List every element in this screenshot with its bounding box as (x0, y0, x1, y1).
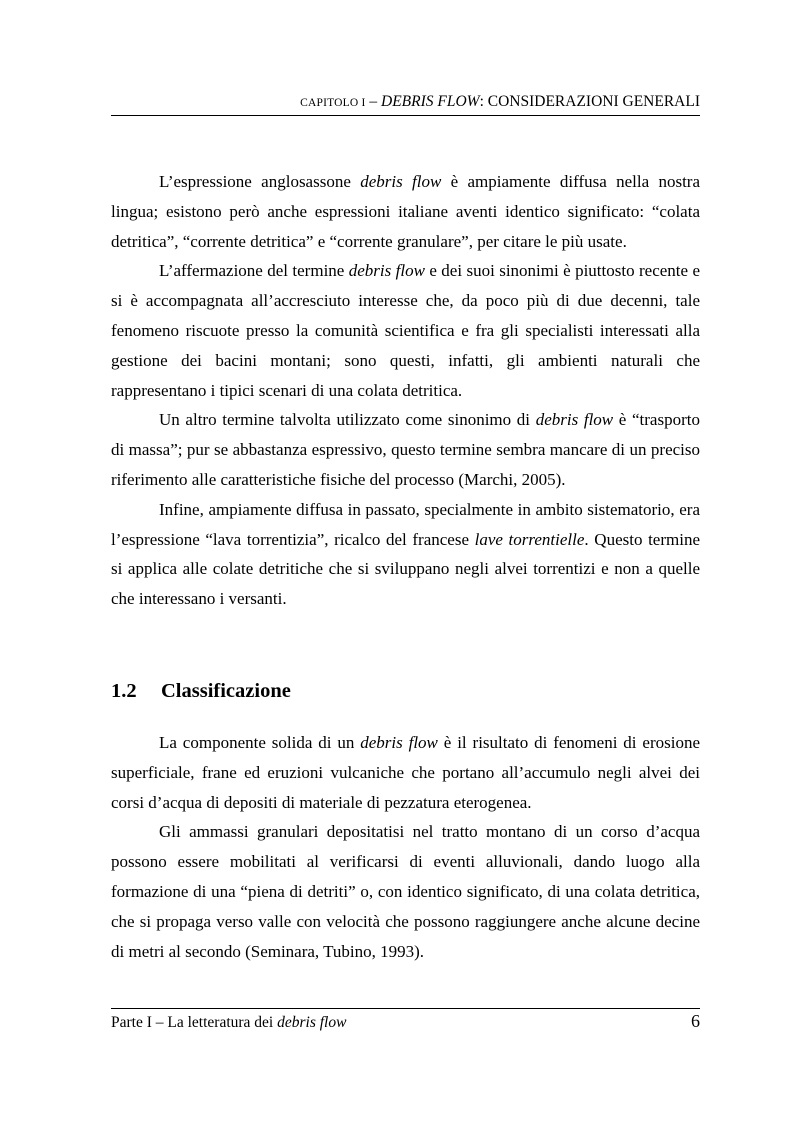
paragraph: Gli ammassi granulari depositatisi nel tratto montano di un corso d’acqua possono essere mobilitati al verificarsi di eventi alluvionali, dando luogo alla formazione di una “piena di detriti” o, con identico significato, di una colata detritica, che si propaga verso valle con velocità che possono raggiungere anche alcune decine di metri al secondo (Seminara, Tubino, 1993). (111, 822, 700, 961)
section-number: 1.2 (111, 680, 137, 702)
chapter-title-rest: : CONSIDERAZIONI GENERALI (479, 93, 700, 110)
paragraph: L’espressione anglosassone debris flow è ampiamente diffusa nella nostra lingua; esistono però anche espressioni italiane aventi identico significato: “colata detritica”, “corrente detritica” e “corrente granulare”, per citare le più usate. (111, 172, 700, 251)
running-header (111, 92, 700, 113)
paragraph: L’affermazione del termine debris flow e dei suoi sinonimi è piuttosto recente e si è accompagnata all’accresciuto interesse che, da poco più di due decenni, tale fenomeno riscuote presso la comunità scientifica e fra gli specialisti interessati alla gestione dei bacini montani; sono questi, infatti, gli ambienti naturali che rappresentano i tipici scenari di una colata detritica. (111, 261, 701, 400)
paragraph: Infine, ampiamente diffusa in passato, specialmente in ambito sistematorio, era l’espressione “lava torrentizia”, ricalco del francese lave torrentielle. Questo termine si applica alle colate detritiche che si sviluppano negli alvei torrentizi e non a quelle che interessano i versanti. (111, 499, 700, 609)
chapter-label: CAPITOLO I (300, 97, 366, 109)
page-number: 6 (691, 1011, 700, 1031)
section-title: Classificazione (161, 680, 291, 702)
header-rule (111, 115, 700, 116)
paragraph: Un altro termine talvolta utilizzato come sinonimo di debris flow è “trasporto di massa”; pur se abbastanza espressivo, questo termine sembra mancare di un preciso riferimento alle caratteristiche fisiche del processo (Marchi, 2005). (111, 410, 700, 489)
header-dash: – (365, 93, 381, 110)
intro-text-block (111, 167, 700, 614)
classification-text-block (111, 728, 700, 966)
paragraph: La componente solida di un debris flow è il risultato di fenomeni di erosione superficiale, frane ed eruzioni vulcaniche che portano all’accumulo negli alvei dei corsi d’acqua di depositi di materiale di pezzatura eterogenea. (111, 733, 700, 812)
chapter-title-italic: DEBRIS FLOW (381, 93, 480, 110)
section-heading (111, 676, 291, 706)
footer-rule (111, 1008, 700, 1009)
footer-text: Parte I – La letteratura dei debris flow (111, 1014, 347, 1031)
